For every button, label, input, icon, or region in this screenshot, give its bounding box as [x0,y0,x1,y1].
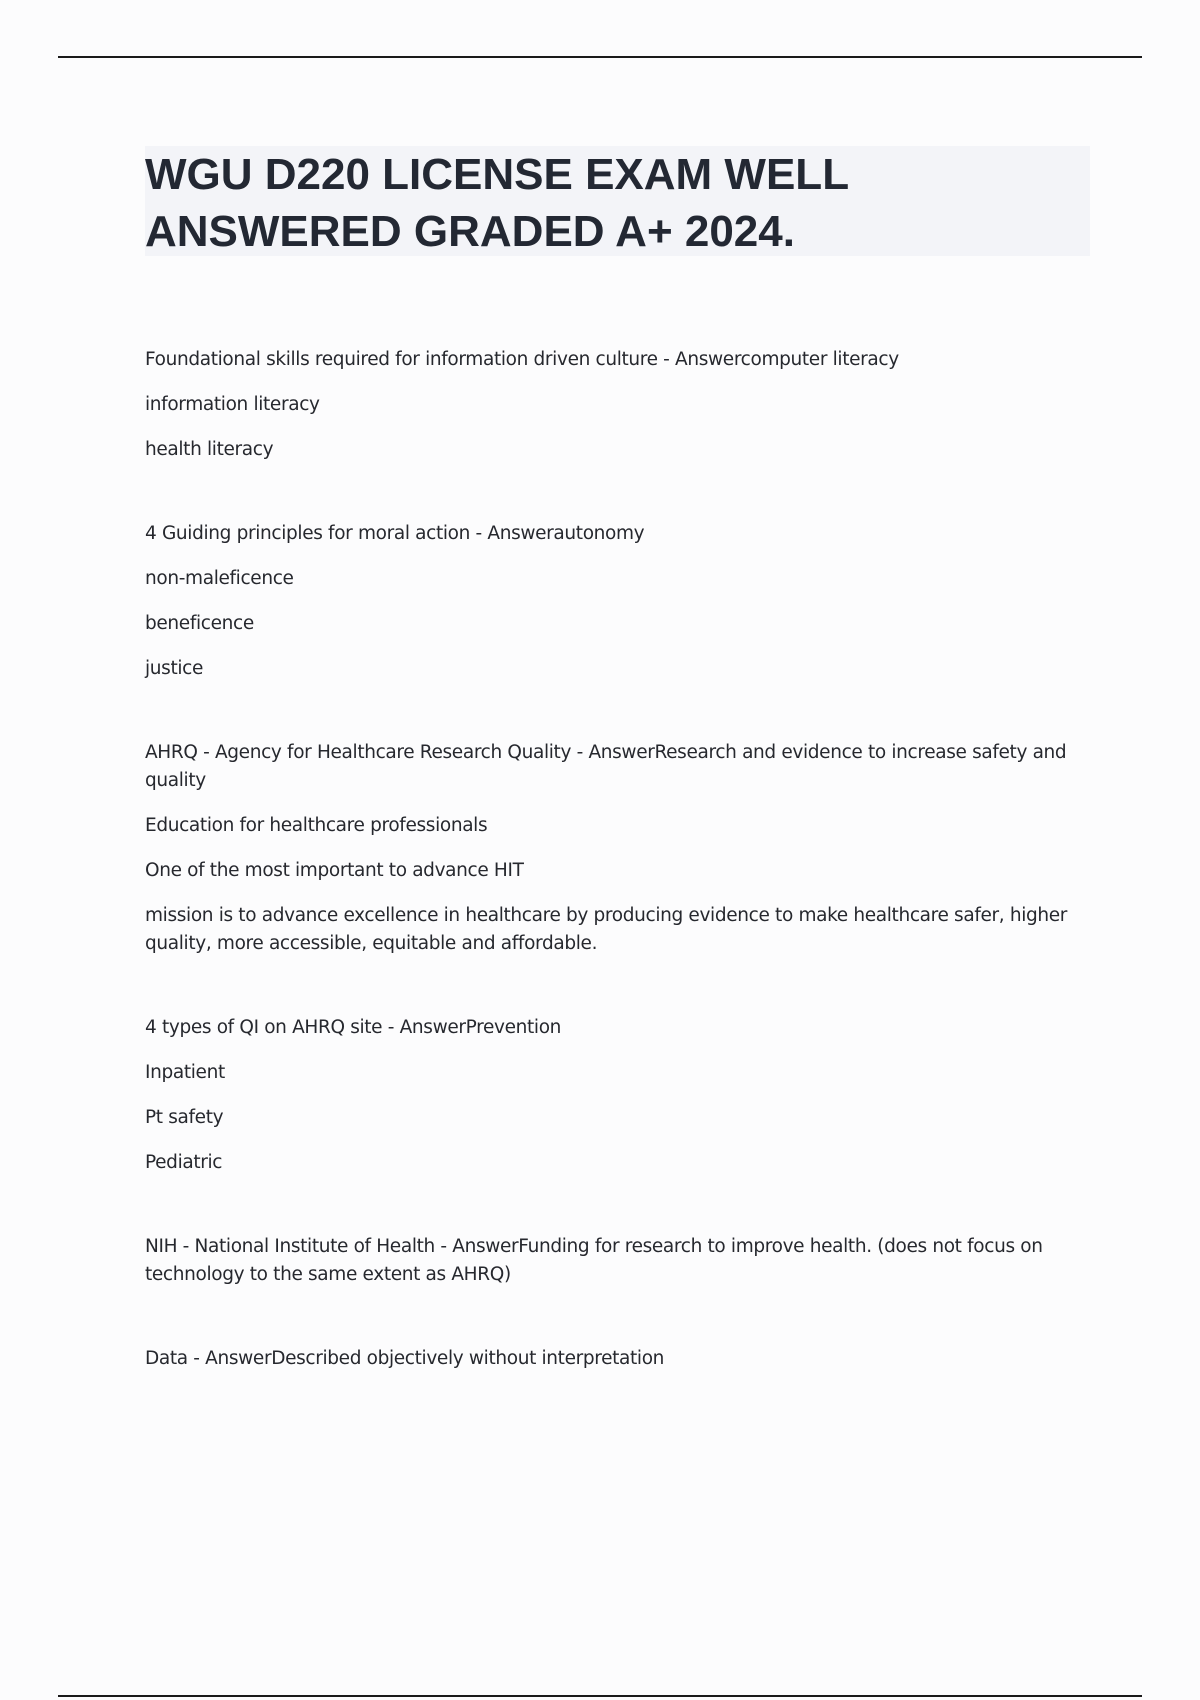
answer-line: justice [145,658,204,679]
answer-line: Inpatient [145,1062,225,1083]
question-line: Foundational skills required for information driven culture - Answercomputer literacy [145,349,899,370]
qa-entry [145,520,1080,683]
answer-line: One of the most important to advance HIT [145,860,524,881]
answer-line: health literacy [145,439,274,460]
document-title: WGU D220 LICENSE EXAM WELL ANSWERED GRADED A+ 2024. [145,150,849,256]
answer-line: non-maleficence [145,568,294,589]
qa-entry [145,1233,1080,1289]
qa-entry [145,346,1080,464]
top-rule [58,56,1142,58]
answer-line: Education for healthcare professionals [145,815,488,836]
bottom-rule [58,1695,1142,1697]
answer-line: Pt safety [145,1107,224,1128]
answer-line: beneficence [145,613,254,634]
qa-entry [145,1014,1080,1177]
question-line: 4 Guiding principles for moral action - Answerautonomy [145,523,645,544]
question-line: AHRQ - Agency for Healthcare Research Quality - AnswerResearch and evidence to increase safety and quality [145,742,1067,791]
qa-entry [145,1345,1080,1373]
document-body [145,346,1080,1429]
answer-line: Pediatric [145,1152,223,1173]
question-line: Data - AnswerDescribed objectively without interpretation [145,1348,665,1369]
question-line: NIH - National Institute of Health - AnswerFunding for research to improve health. (does not focus on technology to the same extent as AHRQ) [145,1236,1043,1285]
answer-line: information literacy [145,394,320,415]
question-line: 4 types of QI on AHRQ site - AnswerPrevention [145,1017,562,1038]
title-block [145,146,1090,256]
answer-line: mission is to advance excellence in healthcare by producing evidence to make healthcare safer, higher quality, more accessible, equitable and affordable. [145,905,1068,954]
qa-entry [145,739,1080,958]
